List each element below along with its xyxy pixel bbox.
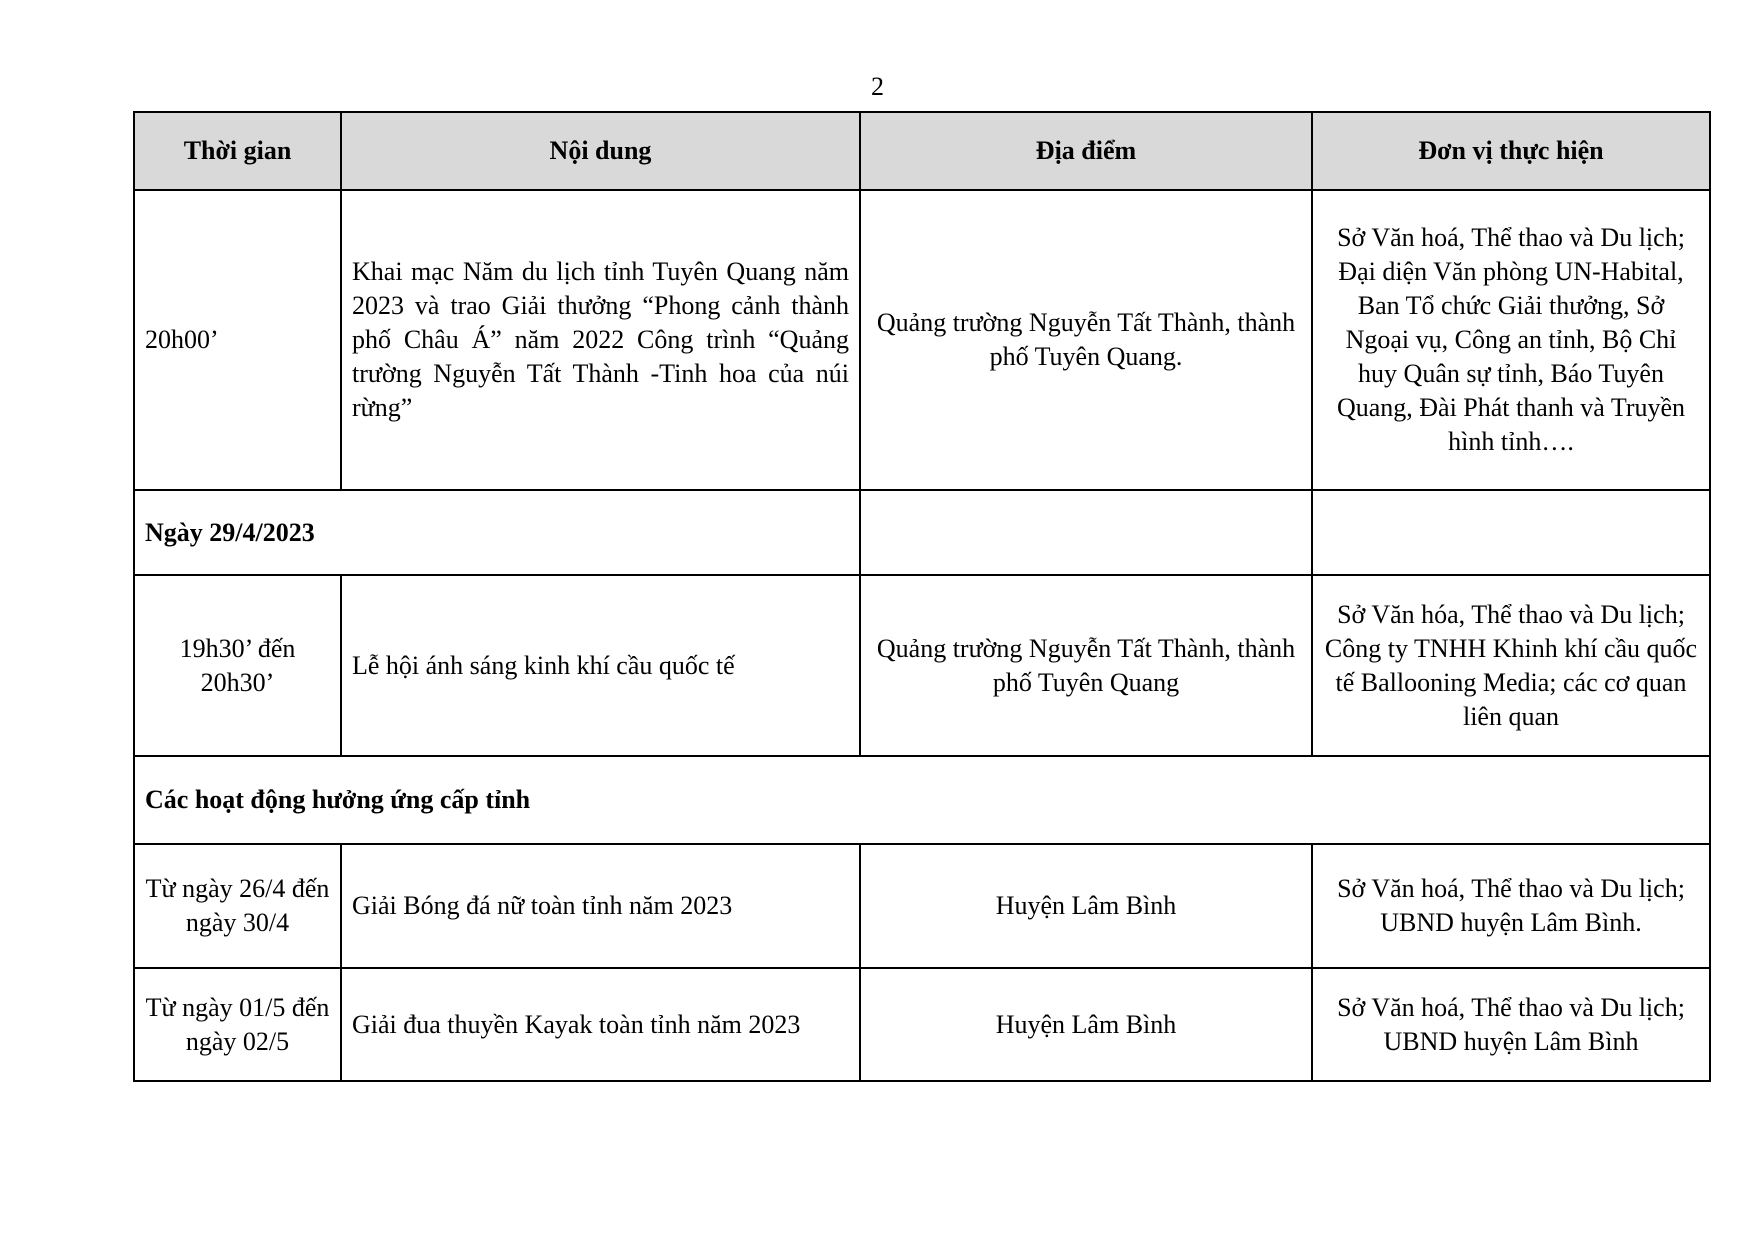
section-row bbox=[134, 490, 1710, 575]
cell-time: Từ ngày 01/5 đến ngày 02/5 bbox=[134, 968, 341, 1081]
table-row bbox=[134, 190, 1710, 490]
empty-cell bbox=[860, 490, 1312, 575]
cell-time: Từ ngày 26/4 đến ngày 30/4 bbox=[134, 844, 341, 968]
table-header-row bbox=[134, 112, 1710, 190]
section-title: Ngày 29/4/2023 bbox=[134, 490, 860, 575]
cell-content: Giải Bóng đá nữ toàn tỉnh năm 2023 bbox=[341, 844, 860, 968]
cell-place: Quảng trường Nguyễn Tất Thành, thành phố Tuyên Quang. bbox=[860, 190, 1312, 490]
table-row bbox=[134, 575, 1710, 756]
header-unit: Đơn vị thực hiện bbox=[1312, 112, 1710, 190]
header-time: Thời gian bbox=[134, 112, 341, 190]
cell-unit: Sở Văn hoá, Thể thao và Du lịch; Đại diện Văn phòng UN-Habital, Ban Tổ chức Giải thưởng, Sở Ngoại vụ, Công an tỉnh, Bộ Chỉ huy Quân sự tỉnh, Báo Tuyên Quang, Đài Phát thanh và Truyền hình tỉnh…. bbox=[1312, 190, 1710, 490]
table-row bbox=[134, 844, 1710, 968]
empty-cell bbox=[1312, 490, 1710, 575]
schedule-table bbox=[133, 111, 1711, 1082]
section-title: Các hoạt động hưởng ứng cấp tỉnh bbox=[134, 756, 1710, 844]
section-row bbox=[134, 756, 1710, 844]
table-row bbox=[134, 968, 1710, 1081]
cell-place: Quảng trường Nguyễn Tất Thành, thành phố Tuyên Quang bbox=[860, 575, 1312, 756]
header-content: Nội dung bbox=[341, 112, 860, 190]
cell-unit: Sở Văn hóa, Thể thao và Du lịch; Công ty TNHH Khinh khí cầu quốc tế Ballooning Media; các cơ quan liên quan bbox=[1312, 575, 1710, 756]
cell-unit: Sở Văn hoá, Thể thao và Du lịch; UBND huyện Lâm Bình. bbox=[1312, 844, 1710, 968]
cell-time: 20h00’ bbox=[134, 190, 341, 490]
cell-place: Huyện Lâm Bình bbox=[860, 968, 1312, 1081]
cell-content: Lễ hội ánh sáng kinh khí cầu quốc tế bbox=[341, 575, 860, 756]
cell-time: 19h30’ đến 20h30’ bbox=[134, 575, 341, 756]
cell-place: Huyện Lâm Bình bbox=[860, 844, 1312, 968]
cell-content: Giải đua thuyền Kayak toàn tỉnh năm 2023 bbox=[341, 968, 860, 1081]
header-place: Địa điểm bbox=[860, 112, 1312, 190]
cell-content: Khai mạc Năm du lịch tỉnh Tuyên Quang năm 2023 và trao Giải thưởng “Phong cảnh thành phố Châu Á” năm 2022 Công trình “Quảng trường Nguyễn Tất Thành -Tinh hoa của núi rừng” bbox=[341, 190, 860, 490]
cell-unit: Sở Văn hoá, Thể thao và Du lịch; UBND huyện Lâm Bình bbox=[1312, 968, 1710, 1081]
page-number: 2 bbox=[871, 72, 884, 101]
